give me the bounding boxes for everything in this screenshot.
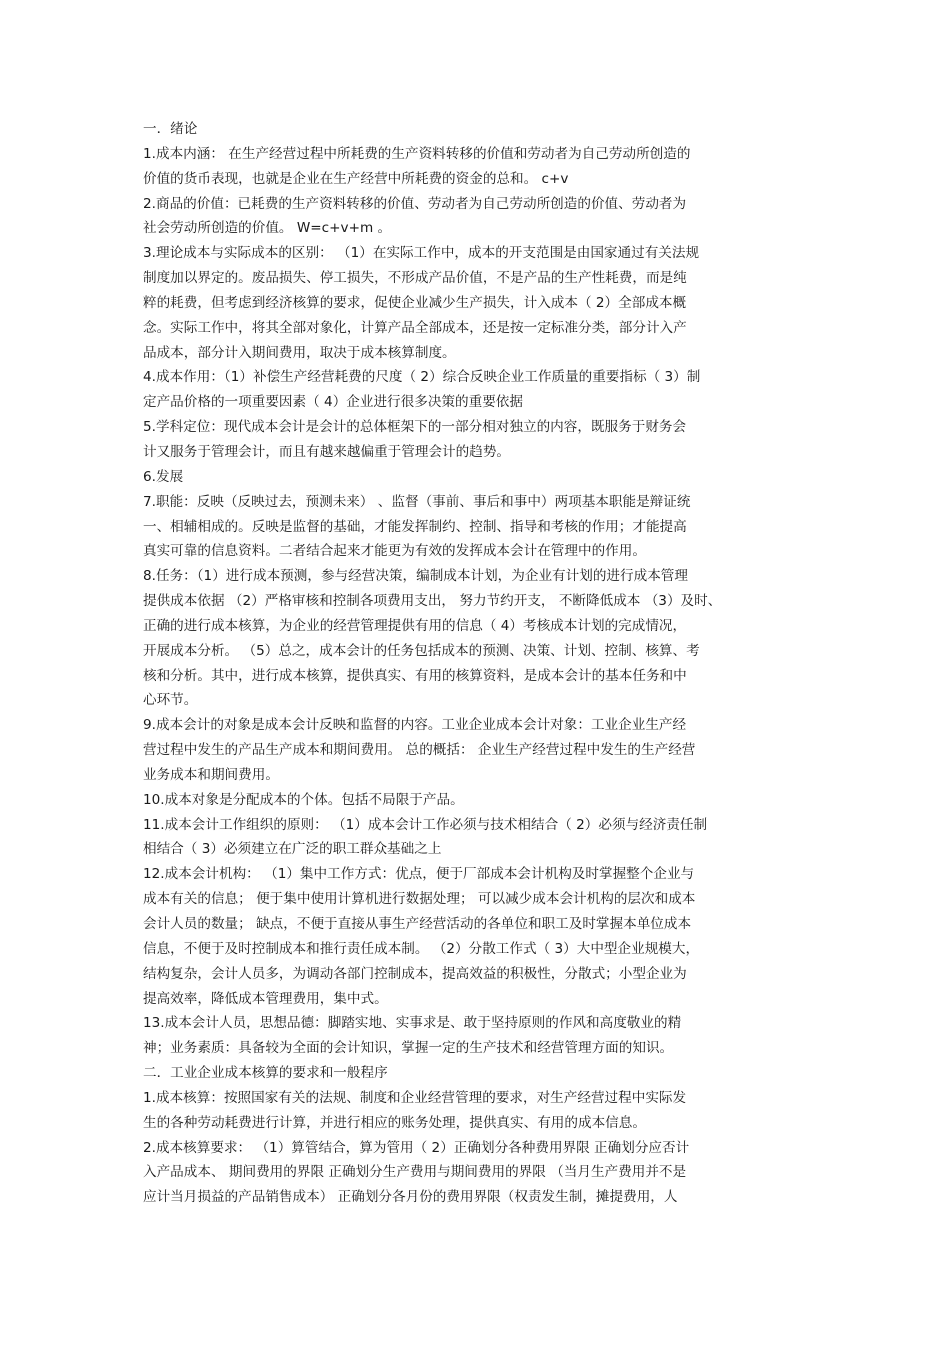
- text-line: 正确的进行成本核算，为企业的经营管理提供有用的信息（ 4）考核成本计划的完成情况，: [143, 617, 687, 634]
- text-line: 应计当月损益的产品销售成本） 正确划分各月份的费用界限（权责发生制，摊提费用，人: [143, 1189, 678, 1206]
- text-line: 7.职能：反映（反映过去，预测未来） 、监督（事前、事后和事中）两项基本职能是辩证统: [143, 493, 691, 510]
- text-line: 3.理论成本与实际成本的区别： （1）在实际工作中，成本的开支范围是由国家通过有关法规: [143, 245, 700, 262]
- text-line: 粹的耗费，但考虑到经济核算的要求，促使企业减少生产损失，计入成本（ 2）全部成本概: [143, 294, 687, 311]
- text-line: 心环节。: [143, 692, 198, 709]
- text-line: 信息，不便于及时控制成本和推行责任成本制。 （2）分散工作式（ 3）大中型企业规模大，: [143, 940, 700, 957]
- text-line: 4.成本作用：（1）补偿生产经营耗费的尺度（ 2）综合反映企业工作质量的重要指标（ 3）制: [143, 369, 701, 386]
- text-line: 二．工业企业成本核算的要求和一般程序: [143, 1065, 388, 1082]
- text-line: 计又服务于管理会计，而且有越来越偏重于管理会计的趋势。: [143, 443, 511, 460]
- text-line: 5.学科定位：现代成本会计是会计的总体框架下的一部分相对独立的内容，既服务于财务会: [143, 419, 687, 436]
- text-line: 2.商品的价值：已耗费的生产资料转移的价值、劳动者为自己劳动所创造的价值、劳动者为: [143, 195, 687, 212]
- document-body: [143, 117, 813, 1210]
- text-line: 开展成本分析。 （5）总之，成本会计的任务包括成本的预测、决策、计划、控制、核算、考: [143, 642, 700, 659]
- text-line: 营过程中发生的产品生产成本和期间费用。 总的概括： 企业生产经营过程中发生的生产经营: [143, 742, 696, 759]
- text-line: 业务成本和期间费用。: [143, 766, 279, 783]
- text-line: 生的各种劳动耗费进行计算，并进行相应的账务处理，提供真实、有用的成本信息。: [143, 1114, 646, 1131]
- text-line: 制度加以界定的。废品损失、停工损失，不形成产品价值，不是产品的生产性耗费，而是纯: [143, 270, 687, 287]
- text-line: 13.成本会计人员，思想品德：脚踏实地、实事求是、敢于坚持原则的作风和高度敬业的精: [143, 1015, 682, 1032]
- text-line: 结构复杂，会计人员多，为调动各部门控制成本，提高效益的积极性，分散式；小型企业为: [143, 965, 687, 982]
- text-line: 成本有关的信息； 便于集中使用计算机进行数据处理； 可以减少成本会计机构的层次和成本: [143, 891, 696, 908]
- text-line: 1.成本内涵： 在生产经营过程中所耗费的生产资料转移的价值和劳动者为自己劳动所创造的: [143, 145, 691, 162]
- text-line: 10.成本对象是分配成本的个体。包括不局限于产品。: [143, 791, 464, 808]
- text-line: 9.成本会计的对象是成本会计反映和监督的内容。工业企业成本会计对象：工业企业生产经: [143, 717, 687, 734]
- text-line: 神；业务素质：具备较为全面的会计知识，掌握一定的生产技术和经营管理方面的知识。: [143, 1040, 674, 1057]
- text-line: 核和分析。其中，进行成本核算，提供真实、有用的核算资料，是成本会计的基本任务和中: [143, 667, 687, 684]
- text-line: 真实可靠的信息资料。二者结合起来才能更为有效的发挥成本会计在管理中的作用。: [143, 543, 646, 560]
- text-line: 会计人员的数量； 缺点，不便于直接从事生产经营活动的各单位和职工及时掌握本单位成本: [143, 916, 692, 932]
- text-line: 相结合（ 3）必须建立在广泛的职工群众基础之上: [143, 841, 442, 858]
- text-line: 一．绪论: [143, 121, 198, 137]
- text-line: 提高效率，降低成本管理费用，集中式。: [143, 990, 388, 1007]
- text-line: 8.任务：（1）进行成本预测，参与经营决策，编制成本计划，为企业有计划的进行成本管理: [143, 568, 688, 585]
- text-line: 11.成本会计工作组织的原则： （1）成本会计工作必须与技术相结合（ 2）必须与经济责任制: [143, 816, 708, 833]
- text-line: 品成本，部分计入期间费用，取决于成本核算制度。: [143, 344, 456, 361]
- text-line: 定产品价格的一项重要因素（ 4）企业进行很多决策的重要依据: [143, 394, 523, 411]
- text-line: 一、相辅相成的。反映是监督的基础，才能发挥制约、控制、指导和考核的作用；才能提高: [143, 518, 687, 535]
- text-line: 念。实际工作中，将其全部对象化，计算产品全部成本，还是按一定标准分类，部分计入产: [143, 319, 687, 336]
- text-line: 社会劳动所创造的价值。 W=c+v+m 。: [143, 220, 392, 237]
- text-line: 6.发展: [143, 468, 184, 485]
- text-line: 1.成本核算：按照国家有关的法规、制度和企业经营管理的要求，对生产经营过程中实际发: [143, 1089, 687, 1106]
- text-line: 价值的货币表现，也就是企业在生产经营中所耗费的资金的总和。 c+v: [143, 170, 569, 187]
- text-line: 2.成本核算要求： （1）算管结合，算为管用（ 2）正确划分各种费用界限 正确划分应否计: [143, 1139, 690, 1156]
- text-line: 提供成本依据 （2）严格审核和控制各项费用支出， 努力节约开支， 不断降低成本 （3）及时、: [143, 593, 722, 610]
- text-line: 12.成本会计机构： （1）集中工作方式：优点，便于厂部成本会计机构及时掌握整个企业与: [143, 866, 695, 883]
- text-line: 入产品成本、 期间费用的界限 正确划分生产费用与期间费用的界限 （当月生产费用并不是: [143, 1164, 687, 1181]
